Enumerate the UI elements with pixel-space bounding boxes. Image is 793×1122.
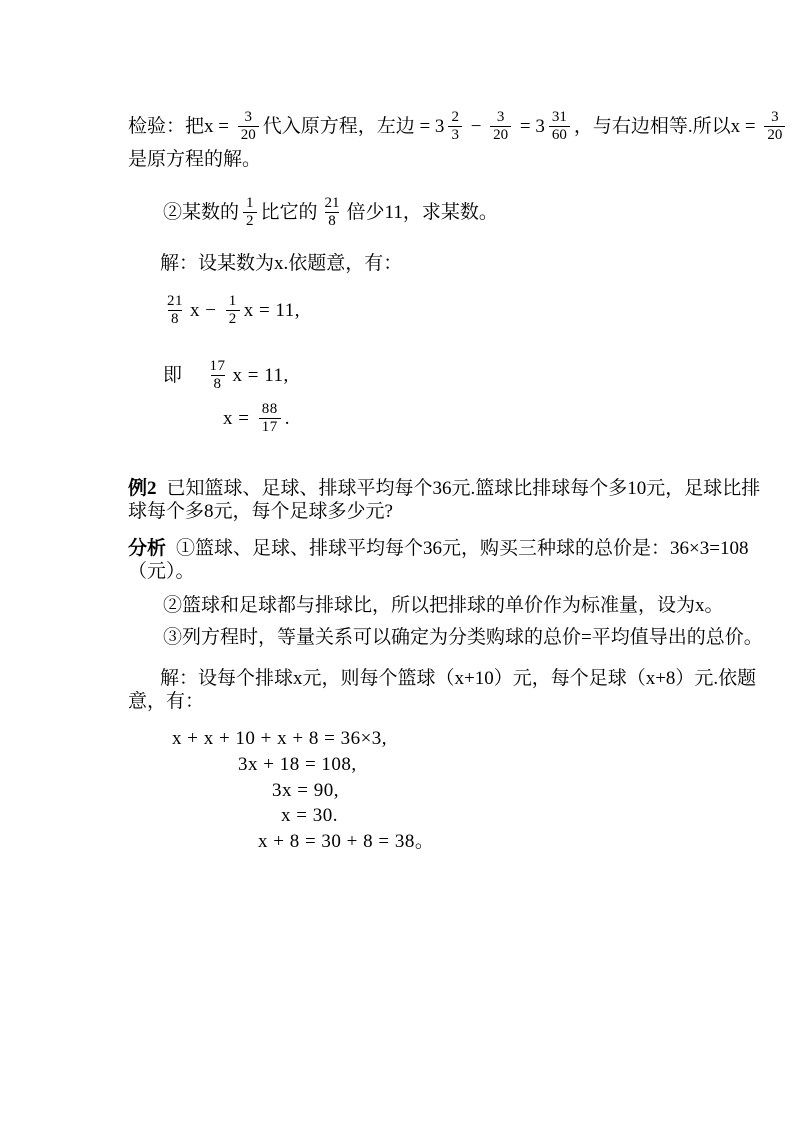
fraction-one-half: [243, 195, 257, 230]
analysis-point-3: [163, 626, 763, 649]
verification-line-1: [128, 104, 789, 148]
fraction-denominator: 3: [448, 126, 462, 144]
minus-sign: −: [465, 115, 487, 137]
equation-text: .: [284, 407, 290, 429]
fraction-numerator: 3: [496, 108, 505, 125]
equation-text: x =: [223, 407, 255, 429]
analysis-line-2: [128, 560, 195, 583]
verification-text: = 3: [515, 115, 545, 137]
solution-text: 意，有：: [128, 691, 205, 712]
example2-equation-4: [281, 804, 338, 827]
fraction-17-8: [207, 358, 229, 393]
fraction-denominator: 8: [168, 310, 182, 328]
equation-line-3: [223, 396, 290, 440]
fraction-solution: [764, 109, 785, 144]
equation-text: 3x = 90,: [272, 780, 339, 801]
fraction-denominator: 60: [549, 126, 570, 144]
fraction-denominator: 20: [238, 126, 259, 144]
fraction-21-8: [164, 293, 186, 328]
fraction-result: [549, 109, 570, 144]
analysis-line-1: [128, 537, 748, 560]
example2-equation-2: [238, 753, 357, 776]
fraction-numerator: 3: [244, 108, 252, 125]
fraction-subtrahend: [490, 109, 511, 144]
fraction-x-value: [238, 109, 259, 144]
problem-text: 倍少11，求某数。: [346, 201, 498, 223]
analysis-label: 分析: [128, 538, 167, 559]
equation-line-2: [163, 353, 289, 397]
fraction-21-8: [322, 195, 343, 230]
equation-text: 3x + 18 = 108,: [238, 754, 357, 775]
equation-text: x + x + 10 + x + 8 = 36×3,: [172, 728, 388, 749]
fraction-one-half: [226, 293, 240, 328]
verification-text: 检验：把x =: [128, 115, 234, 137]
equation-text: x = 30.: [281, 805, 338, 826]
fraction-numerator: 2: [451, 108, 459, 125]
fraction-numerator: 3: [771, 108, 779, 125]
problem2-statement: [163, 190, 498, 234]
fraction-denominator: 20: [490, 126, 511, 144]
equation-line-1: [160, 288, 300, 332]
fraction-numerator: 17: [209, 357, 226, 374]
fraction-88-17: [259, 401, 281, 436]
example2-solution-line-1: [160, 667, 756, 690]
verification-text: ，与右边相等.所以x =: [573, 115, 761, 137]
verification-line-2: [128, 148, 261, 171]
fraction-mixed-part: [448, 109, 462, 144]
fraction-numerator: 31: [551, 108, 567, 125]
example2-equation-5: [258, 830, 434, 853]
example2-line-2: [128, 500, 393, 523]
equation-text: x = 11,: [243, 299, 300, 321]
fraction-denominator: 17: [259, 418, 281, 436]
example2-solution-line-2: [128, 690, 204, 713]
fraction-denominator: 20: [764, 126, 785, 144]
fraction-numerator: 1: [228, 292, 237, 309]
fraction-numerator: 21: [324, 194, 340, 211]
fraction-denominator: 2: [226, 310, 240, 328]
equation-text: x −: [190, 299, 222, 321]
example2-text: 球每个多8元，每个足球多少元?: [128, 501, 393, 522]
example2-label: 例2: [128, 478, 157, 499]
problem-text: 比它的: [260, 201, 318, 223]
example2-text: 已知篮球、足球、排球平均每个36元.篮球比排球每个多10元，足球比排: [166, 478, 761, 499]
equation-text: x + 8 = 30 + 8 = 38。: [258, 831, 435, 852]
equation-text: x = 11,: [232, 364, 289, 386]
problem2-solve-intro: [160, 252, 402, 275]
fraction-denominator: 2: [243, 212, 257, 230]
analysis-text: ③列方程时，等量关系可以确定为分类购球的总价=平均值导出的总价。: [163, 627, 763, 648]
ji-label: 即: [163, 364, 183, 386]
fraction-numerator: 1: [246, 194, 254, 211]
solve-text: 解：设某数为x.依题意，有：: [160, 253, 403, 274]
fraction-numerator: 88: [261, 400, 278, 417]
analysis-text: （元）。: [128, 561, 195, 582]
fraction-numerator: 21: [167, 292, 183, 309]
solution-text: 解：设每个排球x元，则每个篮球（x+10）元，每个足球（x+8）元.依题: [160, 668, 757, 689]
problem-text: ②某数的: [163, 201, 240, 223]
analysis-point-2: [163, 594, 724, 617]
analysis-text: ②篮球和足球都与排球比，所以把排球的单价作为标准量，设为x。: [163, 595, 724, 616]
example2-line-1: [128, 477, 760, 500]
verification-text: 是原方程的解。: [128, 149, 262, 170]
fraction-denominator: 8: [325, 212, 339, 230]
example2-equation-1: [172, 727, 387, 750]
fraction-denominator: 8: [211, 375, 225, 393]
analysis-text: ①篮球、足球、排球平均每个36元，购买三种球的总价是：36×3=108: [176, 538, 749, 559]
example2-equation-3: [272, 779, 339, 802]
verification-text: 代入原方程，左边 = 3: [262, 115, 445, 137]
